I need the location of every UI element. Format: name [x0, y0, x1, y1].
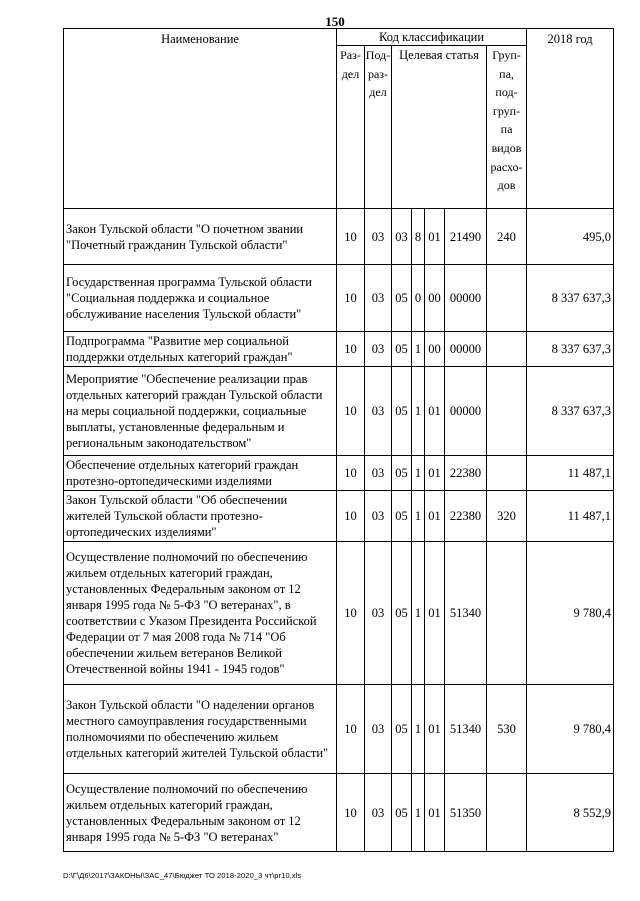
row-amount: 8 337 637,3: [527, 332, 614, 367]
table-row: [64, 209, 614, 265]
table-row: [64, 332, 614, 367]
row-group: [487, 265, 527, 332]
row-target-program: 05: [392, 456, 412, 491]
table-row: [64, 265, 614, 332]
header-code-group: Код классификации: [337, 29, 527, 46]
row-amount: 9 780,4: [527, 542, 614, 685]
row-name: Закон Тульской области "О наделении органов местного самоуправления государственными полномочиями по обеспечению жильем отдельных категорий жителей Тульской области": [64, 685, 337, 774]
row-target-subprogram: 8: [412, 209, 425, 265]
file-path-footer: D:\Г\Д6\2017\ЗАКОНЫ\ЗАС_47\Бюджет ТО 2018-2020_3 чт\pr10.xls: [63, 871, 302, 880]
row-razdel: 10: [337, 332, 365, 367]
row-target-subprogram: 1: [412, 367, 425, 456]
header-podrazdel: Под- раз- дел: [365, 46, 392, 209]
row-amount: 11 487,1: [527, 456, 614, 491]
row-target-program: 05: [392, 685, 412, 774]
row-name: Обеспечение отдельных категорий граждан протезно-ортопедическими изделиями: [64, 456, 337, 491]
page-number: 150: [325, 14, 345, 29]
row-podrazdel: 03: [365, 774, 392, 852]
row-target-direction: 22380: [445, 491, 487, 542]
row-target-subprogram: 1: [412, 685, 425, 774]
row-target-subprogram: 1: [412, 491, 425, 542]
row-razdel: 10: [337, 542, 365, 685]
row-podrazdel: 03: [365, 265, 392, 332]
row-target-event: 01: [425, 542, 445, 685]
row-name: Мероприятие "Обеспечение реализации прав отдельных категорий граждан Тульской области на меры социальной поддержки, социальные выплаты, установленные федеральным и региональным законодательством": [64, 367, 337, 456]
row-podrazdel: 03: [365, 491, 392, 542]
row-amount: 8 552,9: [527, 774, 614, 852]
row-target-program: 05: [392, 542, 412, 685]
header-year: 2018 год: [527, 29, 614, 209]
row-target-direction: 00000: [445, 367, 487, 456]
row-target-program: 05: [392, 265, 412, 332]
row-target-direction: 21490: [445, 209, 487, 265]
table-row: [64, 367, 614, 456]
row-razdel: 10: [337, 456, 365, 491]
row-target-event: 00: [425, 265, 445, 332]
row-group: 320: [487, 491, 527, 542]
row-name: Осуществление полномочий по обеспечению жильем отдельных категорий граждан, установленных Федеральным законом от 12 января 1995 года № 5-ФЗ "О ветеранах": [64, 774, 337, 852]
row-group: [487, 456, 527, 491]
row-group: 530: [487, 685, 527, 774]
table-row: [64, 491, 614, 542]
table-row: [64, 456, 614, 491]
row-group: [487, 367, 527, 456]
table-header: [64, 29, 614, 209]
row-podrazdel: 03: [365, 332, 392, 367]
row-razdel: 10: [337, 491, 365, 542]
header-target: Целевая статья: [392, 46, 487, 209]
row-target-direction: 00000: [445, 265, 487, 332]
row-amount: 8 337 637,3: [527, 367, 614, 456]
header-group: Груп- па, под- груп- па видов расхо- дов: [487, 46, 527, 209]
budget-table: [63, 28, 614, 852]
row-target-subprogram: 1: [412, 774, 425, 852]
row-razdel: 10: [337, 774, 365, 852]
row-podrazdel: 03: [365, 456, 392, 491]
row-target-program: 05: [392, 367, 412, 456]
row-target-event: 00: [425, 332, 445, 367]
row-target-event: 01: [425, 774, 445, 852]
row-group: [487, 332, 527, 367]
row-razdel: 10: [337, 685, 365, 774]
row-name: Государственная программа Тульской области "Социальная поддержка и социальное обслуживание населения Тульской области": [64, 265, 337, 332]
row-group: [487, 774, 527, 852]
row-target-program: 03: [392, 209, 412, 265]
row-target-subprogram: 1: [412, 332, 425, 367]
row-name: Осуществление полномочий по обеспечению жильем отдельных категорий граждан, установленных Федеральным законом от 12 января 1995 года № 5-ФЗ "О ветеранах", в соответствии с Указом Президента Российской Федерации от 7 мая 2008 года № 714 "Об обеспечении жильем ветеранов Великой Отечественной войны 1941 - 1945 годов": [64, 542, 337, 685]
row-amount: 11 487,1: [527, 491, 614, 542]
row-target-direction: 22380: [445, 456, 487, 491]
table-row: [64, 542, 614, 685]
row-podrazdel: 03: [365, 542, 392, 685]
table-row: [64, 774, 614, 852]
row-name: Закон Тульской области "О почетном звании "Почетный гражданин Тульской области": [64, 209, 337, 265]
row-podrazdel: 03: [365, 685, 392, 774]
row-name: Подпрограмма "Развитие мер социальной поддержки отдельных категорий граждан": [64, 332, 337, 367]
row-target-event: 01: [425, 367, 445, 456]
row-target-program: 05: [392, 332, 412, 367]
row-name: Закон Тульской области "Об обеспечении жителей Тульской области протезно-ортопедических изделиями": [64, 491, 337, 542]
row-amount: 8 337 637,3: [527, 265, 614, 332]
table-body: [64, 209, 614, 852]
row-target-direction: 51350: [445, 774, 487, 852]
row-target-event: 01: [425, 209, 445, 265]
row-target-subprogram: 1: [412, 542, 425, 685]
row-target-direction: 51340: [445, 542, 487, 685]
row-razdel: 10: [337, 265, 365, 332]
row-amount: 9 780,4: [527, 685, 614, 774]
row-group: 240: [487, 209, 527, 265]
header-razdel: Раз- дел: [337, 46, 365, 209]
header-name: Наименование: [64, 29, 337, 209]
row-razdel: 10: [337, 367, 365, 456]
row-target-program: 05: [392, 774, 412, 852]
row-podrazdel: 03: [365, 209, 392, 265]
row-podrazdel: 03: [365, 367, 392, 456]
row-target-direction: 00000: [445, 332, 487, 367]
row-target-program: 05: [392, 491, 412, 542]
row-amount: 495,0: [527, 209, 614, 265]
row-group: [487, 542, 527, 685]
row-target-event: 01: [425, 685, 445, 774]
row-target-subprogram: 1: [412, 456, 425, 491]
row-target-subprogram: 0: [412, 265, 425, 332]
table-row: [64, 685, 614, 774]
row-target-event: 01: [425, 491, 445, 542]
row-target-direction: 51340: [445, 685, 487, 774]
row-razdel: 10: [337, 209, 365, 265]
row-target-event: 01: [425, 456, 445, 491]
